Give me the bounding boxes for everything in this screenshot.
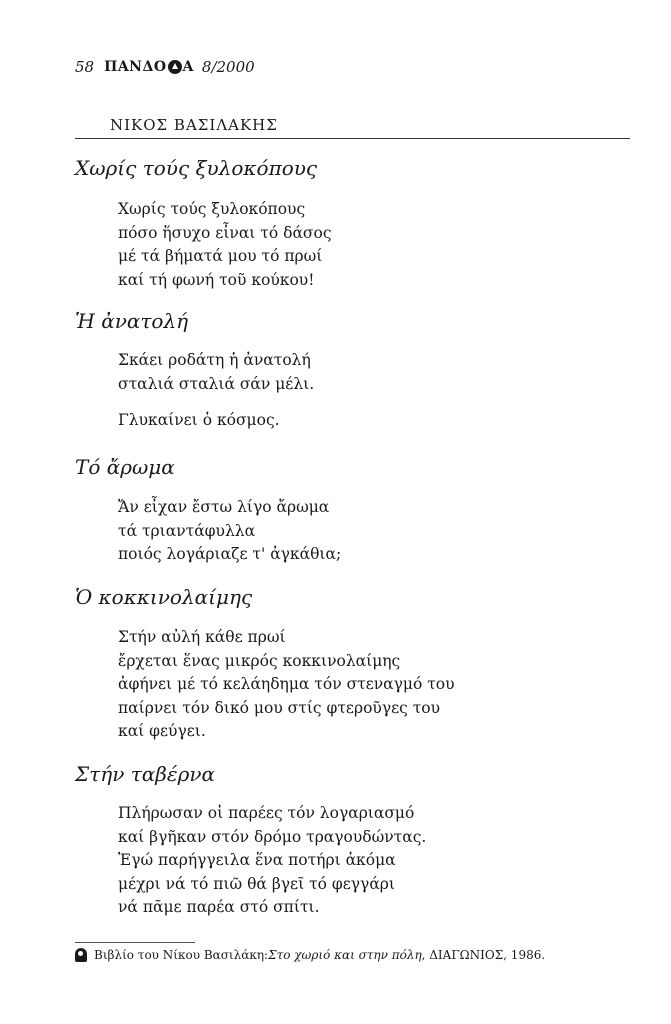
verse-line: μέ τά βήματά μου τό πρωί [118, 247, 323, 266]
verse-line: Ἐγώ παρήγγειλα ἕνα ποτήρι ἀκόμα [118, 851, 396, 870]
journal-mark-icon [75, 948, 87, 962]
poem-title: Στήν ταβέρνα [75, 762, 215, 786]
poem-title: Τό ἄρωμα [75, 455, 175, 479]
poem-title: Ἡ ἀνατολή [75, 309, 189, 333]
verse-line: Γλυκαίνει ὁ κόσμος. [118, 411, 280, 429]
verse-line: καί βγῆκαν στόν δρόμο τραγουδώντας. [118, 827, 427, 846]
journal-name-start: ΠΑΝΔΟ [104, 59, 167, 75]
verse-line: Πλήρωσαν οἱ παρέες τόν λογαριασμό [118, 804, 415, 822]
verse-line: καί φεύγει. [118, 722, 206, 741]
stanza [118, 626, 455, 744]
verse-line: ἔρχεται ἕνας μικρός κοκκινολαίμης [118, 651, 401, 670]
stanza [118, 349, 314, 396]
footnote [75, 948, 545, 962]
verse-line: Ἄν εἶχαν ἔστω λίγο ἄρωμα [118, 498, 330, 516]
stanza [118, 802, 426, 920]
poem-title: Ὁ κοκκινολαίμης [75, 585, 253, 609]
verse-line: σταλιά σταλιά σάν μέλι. [118, 374, 315, 393]
verse-line: πόσο ἥσυχο εἶναι τό δάσος [118, 223, 332, 242]
verse-line: Χωρίς τούς ξυλοκόπους [118, 200, 306, 218]
verse-line: Στήν αὐλή κάθε πρωί [118, 628, 286, 646]
verse-line: ποιός λογάριαζε τ' ἀγκάθια; [118, 545, 342, 564]
author-name: ΝΙΚΟΣ ΒΑΣΙΛΑΚΗΣ [110, 116, 278, 134]
stanza [118, 198, 332, 292]
header-divider [75, 138, 630, 139]
page-number: 58 [75, 58, 95, 76]
verse-line: νά πᾶμε παρέα στό σπίτι. [118, 898, 320, 917]
issue-number: 8/2000 [201, 58, 255, 76]
footnote-book-title: Στο χωριό και στην πόλη [268, 948, 422, 962]
journal-logo [104, 59, 194, 75]
verse-line: Σκάει ροδάτη ἡ ἀνατολή [118, 351, 311, 369]
stanza [118, 409, 280, 433]
verse-line: μέχρι νά τό πιῶ θά βγεῖ τό φεγγάρι [118, 874, 395, 893]
footnote-prefix: Βιβλίο του Νίκου Βασιλάκη: [94, 948, 269, 962]
running-header [75, 58, 255, 76]
verse-line: παίρνει τόν δικό μου στίς φτεροῦγες του [118, 698, 441, 717]
footnote-divider [75, 942, 195, 943]
journal-logo-o-icon [168, 60, 182, 74]
stanza [118, 496, 341, 567]
verse-line: ἀφήνει μέ τό κελάηδημα τόν στεναγμό του [118, 675, 455, 694]
footnote-suffix: , ΔΙΑΓΩΝΙΟΣ, 1986. [421, 948, 546, 962]
poem-title: Χωρίς τούς ξυλοκόπους [75, 156, 318, 180]
verse-line: τά τριαντάφυλλα [118, 521, 256, 540]
verse-line: καί τή φωνή τοῦ κούκου! [118, 270, 315, 289]
journal-name-end: Α [182, 59, 194, 75]
